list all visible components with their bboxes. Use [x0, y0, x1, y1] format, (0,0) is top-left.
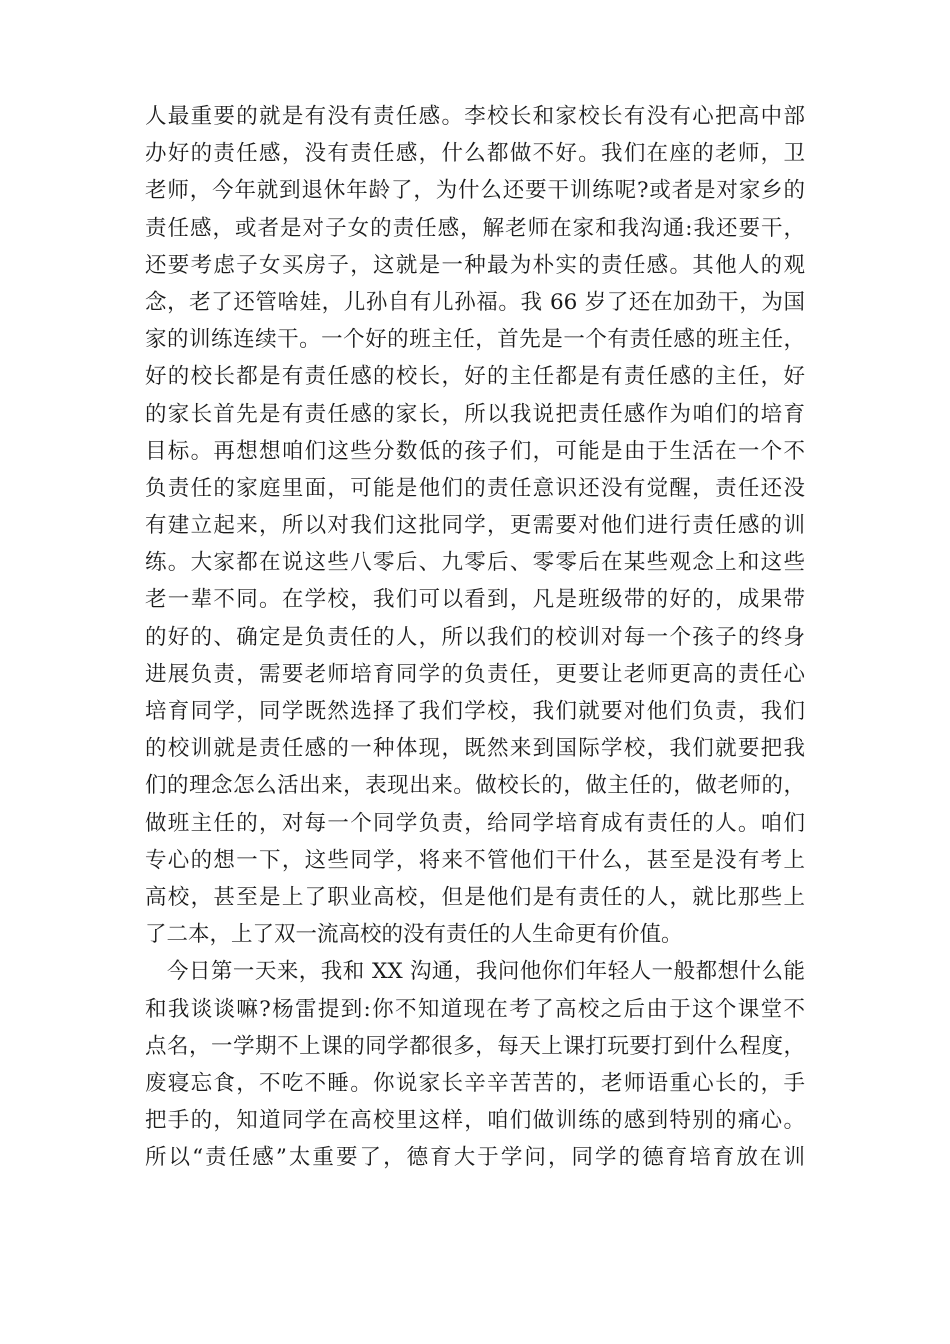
- text-line: 的好的、确定是负责任的人，所以我们的校训对每一个孩子的终身: [145, 624, 805, 650]
- text-line: 废寝忘食，不吃不睡。你说家长辛辛苦苦的，老师语重心长的，手: [145, 1070, 805, 1096]
- text-line: 老师，今年就到退休年龄了，为什么还要干训练呢?或者是对家乡的: [145, 178, 805, 204]
- text-line: 所以“责任感”太重要了，德育大于学问，同学的德育培育放在训: [145, 1145, 805, 1171]
- paragraph-2: [145, 953, 805, 1176]
- text-line: 培育同学，同学既然选择了我们学校，我们就要对他们负责，我们: [145, 699, 805, 724]
- text-line: 念，老了还管啥娃，儿孙自有儿孙福。我 66 岁了还在加劲干，为国: [145, 289, 805, 315]
- text-line: 的家长首先是有责任感的家长，所以我说把责任感作为咱们的培育: [145, 401, 805, 427]
- text-line: 目标。再想想咱们这些分数低的孩子们，可能是由于生活在一个不: [145, 438, 805, 464]
- text-line: 和我谈谈嘛?杨雷提到:你不知道现在考了高校之后由于这个课堂不: [145, 996, 805, 1022]
- paragraph-1: [145, 98, 805, 953]
- text-line: 还要考虑子女买房子，这就是一种最为朴实的责任感。其他人的观: [145, 252, 805, 278]
- text-line: 点名，一学期不上课的同学都很多，每天上课打玩要打到什么程度，: [145, 1033, 805, 1059]
- text-line: 人最重要的就是有没有责任感。李校长和家校长有没有心把高中部: [145, 104, 805, 129]
- text-line: 好的校长都是有责任感的校长，好的主任都是有责任感的主任，好: [145, 364, 805, 390]
- text-line: 们的理念怎么活出来，表现出来。做校长的，做主任的，做老师的，: [145, 773, 805, 799]
- text-line: 进展负责，需要老师培育同学的负责任，更要让老师更高的责任心: [145, 661, 805, 687]
- text-line: 家的训练连续干。一个好的班主任，首先是一个有责任感的班主任，: [145, 327, 805, 353]
- text-line: 高校，甚至是上了职业高校，但是他们是有责任的人，就比那些上: [145, 884, 805, 910]
- text-line: 负责任的家庭里面，可能是他们的责任意识还没有觉醒，责任还没: [145, 475, 805, 501]
- text-line: 责任感，或者是对子女的责任感，解老师在家和我沟通:我还要干，: [145, 215, 805, 241]
- text-line: 把手的，知道同学在高校里这样，咱们做训练的感到特别的痛心。: [145, 1108, 805, 1134]
- text-line: 老一辈不同。在学校，我们可以看到，凡是班级带的好的，成果带: [145, 587, 805, 613]
- text-line: 做班主任的，对每一个同学负责，给同学培育成有责任的人。咱们: [145, 810, 805, 836]
- text-line: 的校训就是责任感的一种体现，既然来到国际学校，我们就要把我: [145, 736, 805, 762]
- text-line: 有建立起来，所以对我们这批同学，更需要对他们进行责任感的训: [145, 513, 805, 539]
- text-line: 今日第一天来，我和 XX 沟通，我问他你们年轻人一般都想什么能: [145, 959, 805, 985]
- text-line: 练。大家都在说这些八零后、九零后、零零后在某些观念上和这些: [145, 550, 805, 576]
- document-body: [145, 98, 805, 1176]
- text-line: 了二本，上了双一流高校的没有责任的人生命更有价值。: [145, 922, 683, 948]
- text-line: 办好的责任感，没有责任感，什么都做不好。我们在座的老师，卫: [145, 141, 805, 167]
- text-line: 专心的想一下，这些同学，将来不管他们干什么，甚至是没有考上: [145, 847, 805, 873]
